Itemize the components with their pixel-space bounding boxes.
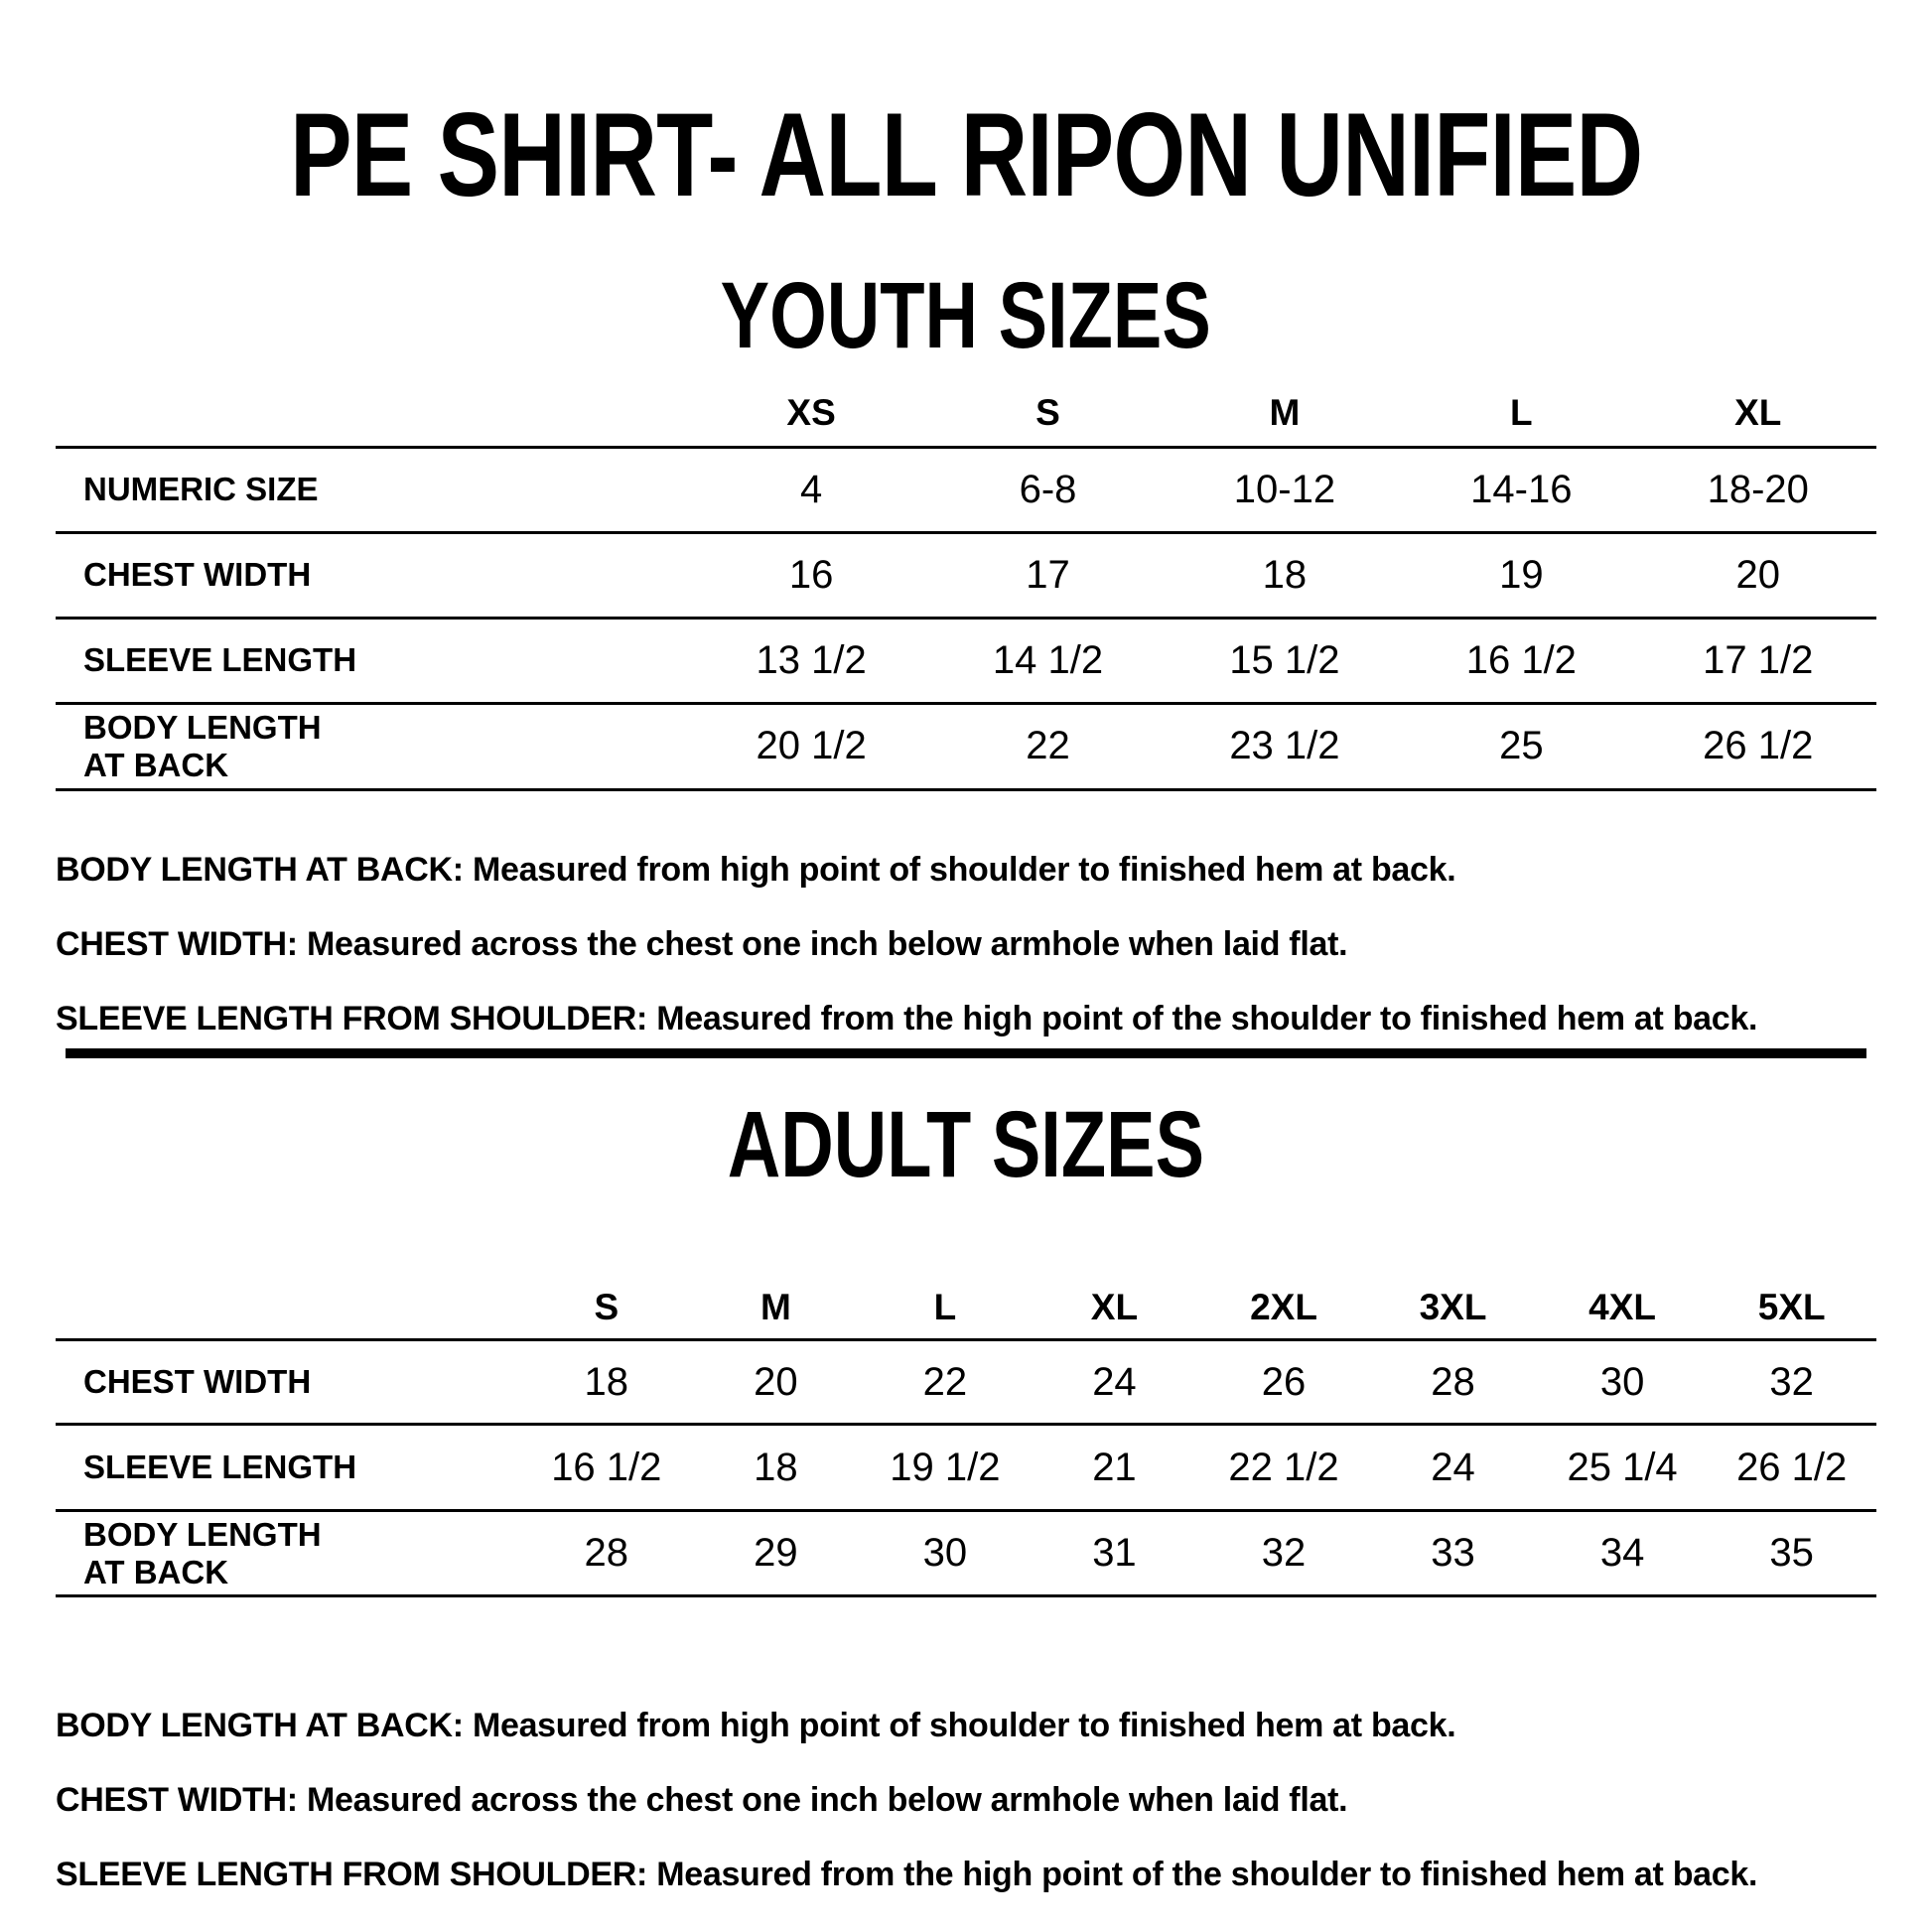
size-value: 6-8 bbox=[1019, 467, 1077, 511]
table-row-chest-width bbox=[56, 532, 1876, 618]
adult-column-header-5xl: 5XL bbox=[1707, 1277, 1876, 1340]
size-value: 25 bbox=[1499, 724, 1544, 767]
adult-table-header-row bbox=[56, 1277, 1876, 1340]
size-value: 30 bbox=[1599, 1359, 1645, 1404]
size-value: 26 1/2 bbox=[1736, 1445, 1848, 1489]
table-row-sleeve-length bbox=[56, 618, 1876, 703]
size-value: 26 1/2 bbox=[1703, 724, 1814, 767]
row-label-numeric-size: NUMERIC SIZE bbox=[83, 471, 319, 508]
adult-section-header bbox=[56, 1091, 1876, 1197]
table-corner bbox=[56, 381, 693, 447]
size-value: 19 1/2 bbox=[890, 1445, 1001, 1489]
adult-size-table bbox=[56, 1277, 1876, 1598]
size-value: 18 bbox=[1262, 552, 1308, 597]
size-value: 29 bbox=[754, 1531, 798, 1575]
adult-measurement-notes bbox=[56, 1709, 1876, 1891]
note-chest-width: CHEST WIDTH: Measured across the chest one inch below armhole when laid flat. bbox=[56, 1781, 1348, 1819]
size-value: 30 bbox=[922, 1531, 968, 1575]
row-label-sleeve-length: SLEEVE LENGTH bbox=[83, 1449, 357, 1486]
size-value: 22 1/2 bbox=[1228, 1445, 1339, 1489]
size-value: 22 bbox=[922, 1359, 968, 1404]
table-row-body-length bbox=[56, 1511, 1876, 1596]
table-corner bbox=[56, 1277, 522, 1340]
size-value: 34 bbox=[1599, 1531, 1645, 1575]
youth-column-header-xl: XL bbox=[1640, 381, 1876, 447]
youth-table-header-row bbox=[56, 381, 1876, 447]
adult-column-header-l: L bbox=[861, 1277, 1031, 1340]
table-row-body-length bbox=[56, 703, 1876, 789]
size-value: 16 bbox=[788, 552, 834, 597]
youth-sizes-heading: YOUTH SIZES bbox=[720, 263, 1212, 368]
size-value: 33 bbox=[1431, 1531, 1475, 1575]
size-value: 20 bbox=[754, 1359, 798, 1404]
size-value: 16 1/2 bbox=[1465, 637, 1577, 682]
table-row-numeric-size bbox=[56, 447, 1876, 532]
title-bar bbox=[56, 0, 1876, 221]
size-value: 28 bbox=[1431, 1359, 1475, 1404]
size-value: 31 bbox=[1092, 1531, 1137, 1575]
youth-size-table bbox=[56, 381, 1876, 791]
youth-column-header-xs: XS bbox=[693, 381, 929, 447]
table-row-chest-width bbox=[56, 1340, 1876, 1425]
adult-column-header-3xl: 3XL bbox=[1368, 1277, 1538, 1340]
size-value: 15 1/2 bbox=[1229, 637, 1340, 682]
size-value: 22 bbox=[1026, 724, 1070, 767]
youth-measurement-notes bbox=[56, 850, 1876, 1037]
size-value: 4 bbox=[799, 467, 823, 511]
row-label-body-length: BODY LENGTH AT BACK bbox=[83, 1515, 322, 1590]
adult-column-header-4xl: 4XL bbox=[1538, 1277, 1708, 1340]
size-value: 24 bbox=[1431, 1445, 1475, 1489]
youth-column-header-s: S bbox=[929, 381, 1166, 447]
size-value: 32 bbox=[1769, 1359, 1814, 1404]
row-label-chest-width: CHEST WIDTH bbox=[83, 1363, 312, 1401]
adult-column-header-2xl: 2XL bbox=[1199, 1277, 1369, 1340]
table-row-sleeve-length bbox=[56, 1425, 1876, 1511]
size-value: 28 bbox=[584, 1531, 629, 1575]
section-divider bbox=[66, 1048, 1866, 1058]
size-value: 18 bbox=[584, 1359, 629, 1404]
note-sleeve-length: SLEEVE LENGTH FROM SHOULDER: Measured from the high point of the shoulder to finished hem at back. bbox=[56, 1856, 1758, 1893]
size-value: 25 1/4 bbox=[1567, 1445, 1678, 1489]
size-value: 16 1/2 bbox=[551, 1445, 662, 1489]
size-value: 13 1/2 bbox=[756, 637, 867, 682]
row-label-body-length: BODY LENGTH AT BACK bbox=[83, 708, 322, 783]
youth-column-header-m: M bbox=[1167, 381, 1403, 447]
adult-column-header-xl: XL bbox=[1030, 1277, 1199, 1340]
row-label-chest-width: CHEST WIDTH bbox=[83, 556, 312, 594]
size-value: 14 1/2 bbox=[992, 637, 1104, 682]
size-value: 21 bbox=[1092, 1445, 1137, 1489]
size-value: 17 1/2 bbox=[1703, 637, 1814, 682]
note-body-length: BODY LENGTH AT BACK: Measured from high point of shoulder to finished hem at back. bbox=[56, 850, 1456, 889]
adult-column-header-m: M bbox=[691, 1277, 861, 1340]
adult-column-header-s: S bbox=[522, 1277, 692, 1340]
size-value: 18 bbox=[754, 1445, 798, 1489]
size-value: 23 1/2 bbox=[1229, 724, 1340, 767]
size-value: 20 bbox=[1735, 552, 1781, 597]
note-body-length: BODY LENGTH AT BACK: Measured from high point of shoulder to finished hem at back. bbox=[56, 1707, 1456, 1744]
size-value: 26 bbox=[1261, 1359, 1307, 1404]
size-value: 35 bbox=[1769, 1531, 1814, 1575]
row-label-sleeve-length: SLEEVE LENGTH bbox=[83, 641, 357, 679]
size-value: 20 1/2 bbox=[756, 724, 867, 767]
size-value: 14-16 bbox=[1470, 467, 1573, 511]
size-value: 32 bbox=[1261, 1531, 1307, 1575]
youth-section-header bbox=[56, 263, 1876, 368]
size-value: 18-20 bbox=[1707, 467, 1809, 511]
note-sleeve-length: SLEEVE LENGTH FROM SHOULDER: Measured from the high point of the shoulder to finished hem at back. bbox=[56, 999, 1758, 1037]
page-title: PE SHIRT- ALL RIPON UNIFIED bbox=[289, 88, 1643, 221]
size-value: 19 bbox=[1499, 552, 1544, 597]
size-value: 24 bbox=[1092, 1359, 1137, 1404]
note-chest-width: CHEST WIDTH: Measured across the chest one inch below armhole when laid flat. bbox=[56, 924, 1348, 963]
adult-sizes-heading: ADULT SIZES bbox=[727, 1091, 1205, 1197]
size-value: 10-12 bbox=[1233, 467, 1336, 511]
size-value: 17 bbox=[1026, 552, 1070, 597]
youth-column-header-l: L bbox=[1403, 381, 1639, 447]
